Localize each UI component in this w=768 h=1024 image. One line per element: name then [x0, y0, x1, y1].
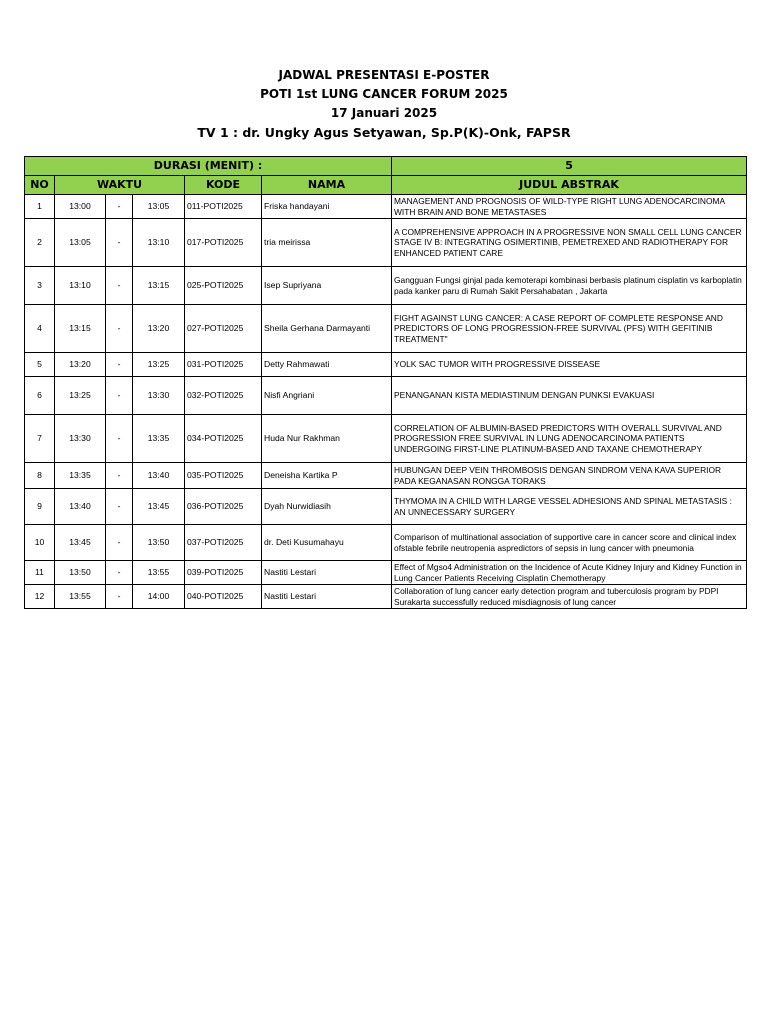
row-end-time: 13:55	[133, 561, 185, 585]
row-nama: dr. Deti Kusumahayu	[262, 525, 392, 561]
row-end-time: 13:10	[133, 219, 185, 267]
row-time-separator: -	[106, 353, 133, 377]
schedule-rows	[25, 195, 747, 609]
row-nama: Huda Nur Rakhman	[262, 415, 392, 463]
row-nama: Dyah Nurwidiasih	[262, 489, 392, 525]
row-kode: 040-POTI2025	[185, 585, 262, 609]
row-time-separator: -	[106, 561, 133, 585]
table-row	[25, 305, 747, 353]
table-row	[25, 219, 747, 267]
row-end-time: 13:20	[133, 305, 185, 353]
row-judul: THYMOMA IN A CHILD WITH LARGE VESSEL ADHESIONS AND SPINAL METASTASIS : AN UNNECESSARY SURGERY	[392, 489, 747, 525]
row-no: 10	[25, 525, 55, 561]
row-time-separator: -	[106, 219, 133, 267]
row-end-time: 13:50	[133, 525, 185, 561]
col-header-no: NO	[25, 176, 55, 195]
row-nama: Friska handayani	[262, 195, 392, 219]
row-end-time: 13:30	[133, 377, 185, 415]
row-kode: 036-POTI2025	[185, 489, 262, 525]
col-header-nama: NAMA	[262, 176, 392, 195]
row-judul: FIGHT AGAINST LUNG CANCER: A CASE REPORT OF COMPLETE RESPONSE AND PREDICTORS OF LONG PROGRESSION-FREE SURVIVAL (PFS) WITH GEFITINIB TREATMENT"	[392, 305, 747, 353]
row-nama: Deneisha Kartika P	[262, 463, 392, 489]
document-header	[0, 66, 768, 142]
col-header-kode: KODE	[185, 176, 262, 195]
column-header-row	[25, 176, 747, 195]
row-nama: tria meirissa	[262, 219, 392, 267]
row-nama: Nastiti Lestari	[262, 561, 392, 585]
row-time-separator: -	[106, 463, 133, 489]
row-time-separator: -	[106, 415, 133, 463]
row-start-time: 13:40	[55, 489, 106, 525]
row-kode: 027-POTI2025	[185, 305, 262, 353]
row-end-time: 13:15	[133, 267, 185, 305]
header-date: 17 Januari 2025	[330, 106, 438, 120]
row-no: 6	[25, 377, 55, 415]
row-kode: 035-POTI2025	[185, 463, 262, 489]
row-no: 3	[25, 267, 55, 305]
row-time-separator: -	[106, 305, 133, 353]
row-judul: Collaboration of lung cancer early detection program and tuberculosis program by PDPI Surakarta successfully reduced misdiagnosis of lung cancer	[392, 585, 747, 609]
row-judul: HUBUNGAN DEEP VEIN THROMBOSIS DENGAN SINDROM VENA KAVA SUPERIOR PADA KEGANASAN RONGGA TORAKS	[392, 463, 747, 489]
row-end-time: 13:25	[133, 353, 185, 377]
row-judul: YOLK SAC TUMOR WITH PROGRESSIVE DISSEASE	[392, 353, 747, 377]
row-kode: 011-POTI2025	[185, 195, 262, 219]
table-row	[25, 353, 747, 377]
row-end-time: 13:45	[133, 489, 185, 525]
row-nama: Nisfi Angriani	[262, 377, 392, 415]
table-row	[25, 377, 747, 415]
row-start-time: 13:35	[55, 463, 106, 489]
row-no: 5	[25, 353, 55, 377]
row-time-separator: -	[106, 489, 133, 525]
row-judul: A COMPREHENSIVE APPROACH IN A PROGRESSIVE NON SMALL CELL LUNG CANCER STAGE IV B: INTEGRATING OSIMERTINIB, PEMETREXED AND RADIOTHERAPY FOR ENHANCED PATIENT CARE	[392, 219, 747, 267]
col-header-waktu: WAKTU	[55, 176, 185, 195]
row-no: 2	[25, 219, 55, 267]
row-end-time: 14:00	[133, 585, 185, 609]
row-no: 12	[25, 585, 55, 609]
row-judul: PENANGANAN KISTA MEDIASTINUM DENGAN PUNKSI EVAKUASI	[392, 377, 747, 415]
row-nama: Detty Rahmawati	[262, 353, 392, 377]
row-kode: 034-POTI2025	[185, 415, 262, 463]
row-no: 9	[25, 489, 55, 525]
table-row	[25, 489, 747, 525]
row-no: 1	[25, 195, 55, 219]
row-no: 7	[25, 415, 55, 463]
table-row	[25, 463, 747, 489]
header-tv-moderator: TV 1 : dr. Ungky Agus Setyawan, Sp.P(K)-Onk, FAPSR	[197, 125, 571, 140]
durasi-label: DURASI (MENIT) :	[25, 157, 392, 176]
row-start-time: 13:45	[55, 525, 106, 561]
row-start-time: 13:25	[55, 377, 106, 415]
row-judul: Effect of Mgso4 Administration on the Incidence of Acute Kidney Injury and Kidney Function in Lung Cancer Patients Receiving Cisplatin Chemotherapy	[392, 561, 747, 585]
table-row	[25, 585, 747, 609]
row-judul: CORRELATION OF ALBUMIN-BASED PREDICTORS WITH OVERALL SURVIVAL AND PROGRESSION FREE SURVIVAL IN LUNG ADENOCARCINOMA PATIENTS UNDERGOING FIRST-LINE PLATINUM-BASED AND TAXANE CHEMOTHERAPY	[392, 415, 747, 463]
table-row	[25, 415, 747, 463]
row-time-separator: -	[106, 585, 133, 609]
col-header-judul: JUDUL ABSTRAK	[392, 176, 747, 195]
row-time-separator: -	[106, 195, 133, 219]
header-event: POTI 1st LUNG CANCER FORUM 2025	[260, 87, 508, 101]
row-end-time: 13:35	[133, 415, 185, 463]
row-start-time: 13:00	[55, 195, 106, 219]
table-row	[25, 561, 747, 585]
row-no: 8	[25, 463, 55, 489]
row-no: 11	[25, 561, 55, 585]
durasi-value: 5	[392, 157, 747, 176]
row-nama: Nastiti Lestari	[262, 585, 392, 609]
row-kode: 039-POTI2025	[185, 561, 262, 585]
row-end-time: 13:05	[133, 195, 185, 219]
table-row	[25, 267, 747, 305]
row-judul: Comparison of multinational association of supportive care in cancer score and clinical index ofstable febrile neutropenia aspredictors of sepsis in lung cancer with pneumonia	[392, 525, 747, 561]
row-end-time: 13:40	[133, 463, 185, 489]
row-kode: 037-POTI2025	[185, 525, 262, 561]
row-no: 4	[25, 305, 55, 353]
row-kode: 031-POTI2025	[185, 353, 262, 377]
row-time-separator: -	[106, 267, 133, 305]
row-start-time: 13:50	[55, 561, 106, 585]
row-time-separator: -	[106, 525, 133, 561]
durasi-row	[25, 157, 747, 176]
row-start-time: 13:30	[55, 415, 106, 463]
row-start-time: 13:55	[55, 585, 106, 609]
table-row	[25, 525, 747, 561]
row-start-time: 13:20	[55, 353, 106, 377]
row-start-time: 13:05	[55, 219, 106, 267]
row-start-time: 13:15	[55, 305, 106, 353]
row-nama: Isep Supriyana	[262, 267, 392, 305]
row-kode: 017-POTI2025	[185, 219, 262, 267]
row-kode: 025-POTI2025	[185, 267, 262, 305]
schedule-table	[24, 156, 747, 609]
row-judul: MANAGEMENT AND PROGNOSIS OF WILD-TYPE RIGHT LUNG ADENOCARCINOMA WITH BRAIN AND BONE METASTASES	[392, 195, 747, 219]
table-row	[25, 195, 747, 219]
row-start-time: 13:10	[55, 267, 106, 305]
header-title: JADWAL PRESENTASI E-POSTER	[278, 68, 490, 82]
row-time-separator: -	[106, 377, 133, 415]
row-judul: Gangguan Fungsi ginjal pada kemoterapi kombinasi berbasis platinum cisplatin vs karboplatin pada kanker paru di Rumah Sakit Persahabatan , Jakarta	[392, 267, 747, 305]
row-nama: Sheila Gerhana Darmayanti	[262, 305, 392, 353]
row-kode: 032-POTI2025	[185, 377, 262, 415]
